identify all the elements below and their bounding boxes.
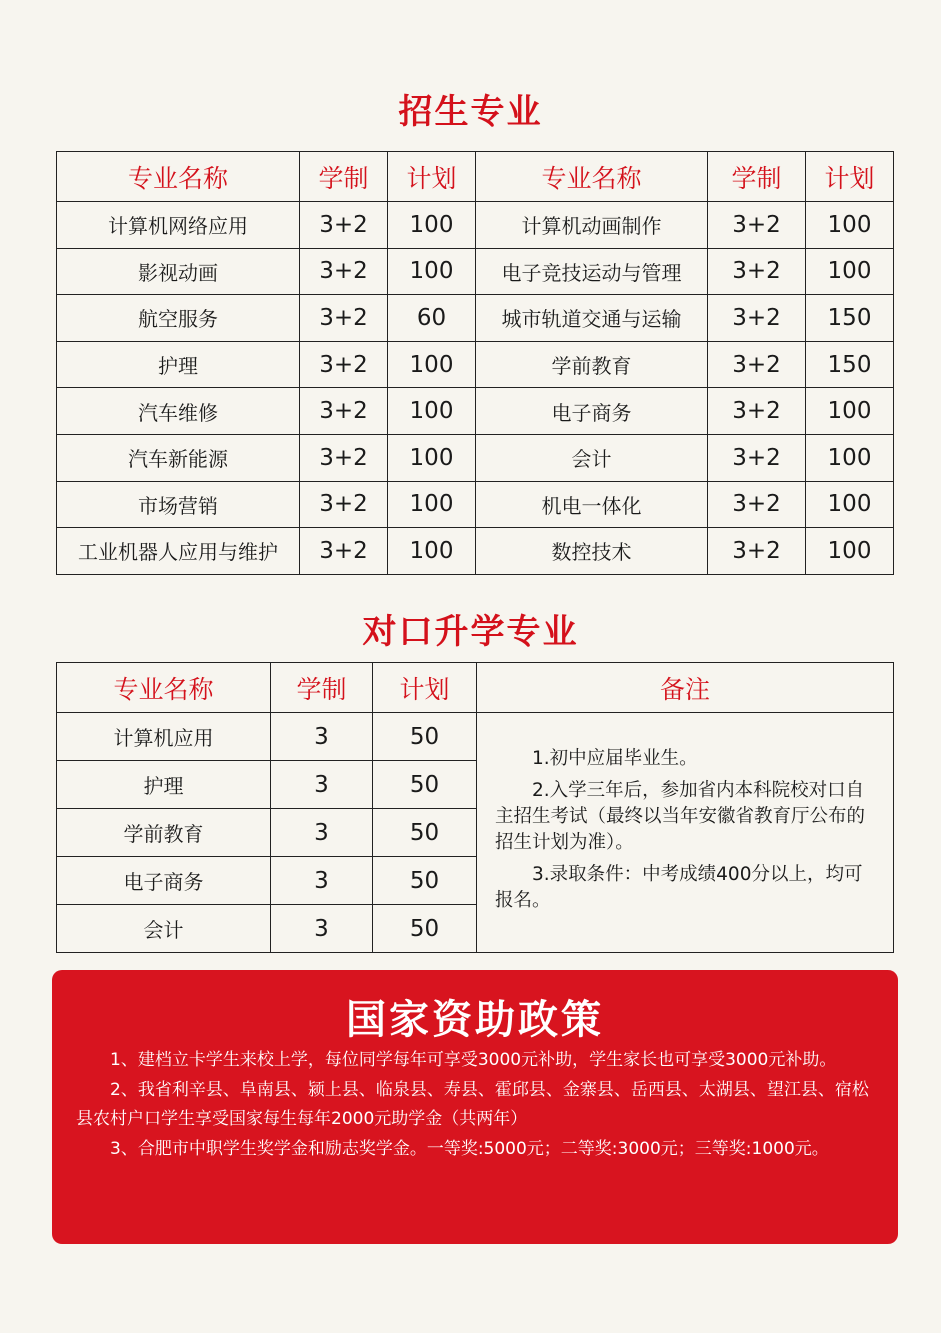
header-major-name: 专业名称	[57, 663, 271, 713]
duration: 3+2	[708, 341, 806, 388]
major-name: 学前教育	[57, 809, 271, 857]
table-row	[57, 434, 894, 481]
header-plan: 计划	[806, 152, 894, 202]
major-name: 城市轨道交通与运输	[476, 295, 708, 342]
section-title-enrollment: 招生专业	[398, 92, 543, 132]
duration: 3+2	[300, 434, 388, 481]
header-major-name: 专业名称	[57, 152, 300, 202]
duration: 3+2	[300, 388, 388, 435]
major-name: 计算机动画制作	[476, 202, 708, 249]
plan: 50	[373, 713, 477, 761]
duration: 3+2	[300, 202, 388, 249]
duration: 3	[271, 809, 373, 857]
plan: 50	[373, 761, 477, 809]
duration: 3+2	[300, 528, 388, 575]
duration: 3	[271, 713, 373, 761]
policy-item: 3、合肥市中职学生奖学金和励志奖学金。一等奖:5000元；二等奖:3000元；三等奖:1000元。	[110, 1138, 829, 1159]
plan: 60	[388, 295, 476, 342]
counterpart-majors-table	[56, 662, 894, 953]
plan: 50	[373, 857, 477, 905]
table-row	[57, 248, 894, 295]
header-duration: 学制	[271, 663, 373, 713]
plan: 100	[806, 248, 894, 295]
major-name: 影视动画	[57, 248, 300, 295]
major-name: 机电一体化	[476, 481, 708, 528]
duration: 3	[271, 905, 373, 953]
table-row	[57, 341, 894, 388]
major-name: 电子商务	[476, 388, 708, 435]
policy-item: 1、建档立卡学生来校上学，每位同学每年可享受3000元补助，学生家长也可享受3000元补助。	[110, 1050, 837, 1070]
duration: 3+2	[708, 295, 806, 342]
duration: 3+2	[300, 481, 388, 528]
funding-policy-title: 国家资助政策	[346, 996, 604, 1043]
remark-item: 1.初中应届毕业生。	[532, 747, 698, 769]
duration: 3	[271, 761, 373, 809]
major-name: 航空服务	[57, 295, 300, 342]
duration: 3+2	[300, 295, 388, 342]
plan: 100	[806, 388, 894, 435]
header-major-name: 专业名称	[476, 152, 708, 202]
remarks-cell	[477, 713, 894, 953]
plan: 150	[806, 295, 894, 342]
table-header-row	[57, 663, 894, 713]
table-row	[57, 388, 894, 435]
duration: 3+2	[708, 528, 806, 575]
duration: 3+2	[708, 481, 806, 528]
major-name: 会计	[57, 905, 271, 953]
major-name: 护理	[57, 761, 271, 809]
plan: 50	[373, 809, 477, 857]
table-row	[57, 202, 894, 249]
header-duration: 学制	[300, 152, 388, 202]
header-duration: 学制	[708, 152, 806, 202]
plan: 100	[806, 528, 894, 575]
major-name: 工业机器人应用与维护	[57, 528, 300, 575]
plan: 100	[388, 388, 476, 435]
remark-item: 3.录取条件：中考成绩400分以上，均可报名。	[495, 863, 863, 911]
major-name: 市场营销	[57, 481, 300, 528]
table-row	[57, 713, 894, 761]
major-name: 计算机应用	[57, 713, 271, 761]
plan: 100	[388, 202, 476, 249]
funding-policy-body	[76, 1046, 882, 1164]
plan: 100	[388, 341, 476, 388]
major-name: 计算机网络应用	[57, 202, 300, 249]
plan: 100	[388, 248, 476, 295]
plan: 150	[806, 341, 894, 388]
major-name: 汽车维修	[57, 388, 300, 435]
section-title-counterpart: 对口升学专业	[362, 612, 579, 652]
table-header-row	[57, 152, 894, 202]
header-remarks: 备注	[477, 663, 894, 713]
major-name: 护理	[57, 341, 300, 388]
header-plan: 计划	[373, 663, 477, 713]
major-name: 会计	[476, 434, 708, 481]
table-row	[57, 481, 894, 528]
plan: 100	[388, 434, 476, 481]
plan: 100	[388, 481, 476, 528]
duration: 3+2	[708, 202, 806, 249]
duration: 3+2	[708, 434, 806, 481]
table-row	[57, 295, 894, 342]
duration: 3+2	[708, 248, 806, 295]
plan: 100	[806, 202, 894, 249]
header-plan: 计划	[388, 152, 476, 202]
major-name: 电子竞技运动与管理	[476, 248, 708, 295]
major-name: 学前教育	[476, 341, 708, 388]
plan: 100	[388, 528, 476, 575]
plan: 50	[373, 905, 477, 953]
duration: 3	[271, 857, 373, 905]
plan: 100	[806, 481, 894, 528]
plan: 100	[806, 434, 894, 481]
major-name: 数控技术	[476, 528, 708, 575]
major-name: 汽车新能源	[57, 434, 300, 481]
funding-policy-panel	[52, 970, 898, 1244]
duration: 3+2	[300, 341, 388, 388]
policy-item: 2、我省利辛县、阜南县、颍上县、临泉县、寿县、霍邱县、金寨县、岳西县、太湖县、望江县、宿松县农村户口学生享受国家每生每年2000元助学金（共两年）	[76, 1079, 869, 1129]
table-row	[57, 528, 894, 575]
major-name: 电子商务	[57, 857, 271, 905]
enrollment-majors-table	[56, 151, 894, 575]
duration: 3+2	[708, 388, 806, 435]
remark-item: 2.入学三年后，参加省内本科院校对口自主招生考试（最终以当年安徽省教育厅公布的招生计划为准）。	[495, 779, 866, 853]
duration: 3+2	[300, 248, 388, 295]
